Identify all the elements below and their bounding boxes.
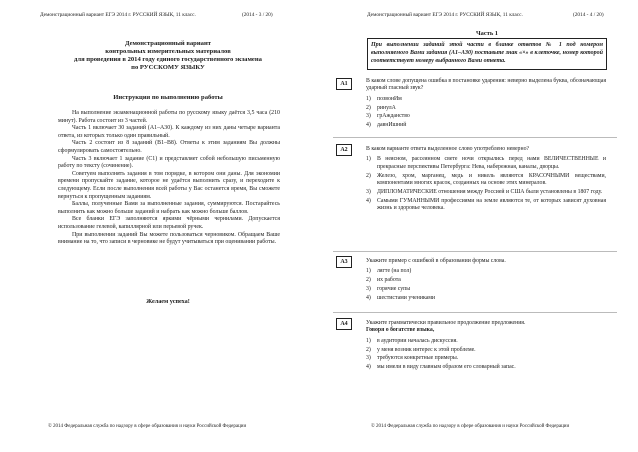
- title-line: контрольных измерительных материалов: [105, 48, 231, 55]
- answer-option[interactable]: [366, 286, 606, 293]
- instruction-note-box: При выполнении заданий этой части в бланке ответов № 1 под номером выполняемого Вами задания (А1–А30) поставьте знак «×» в клеточке, номер которой соответствует номеру выбранного Вами ответа.: [367, 38, 607, 70]
- option-text: Железо, хром, марганец, медь и никель являются КРАСОЧНЫМИ веществами, компонентами многих красок, созданных на основе этих минералов.: [377, 172, 606, 187]
- option-text: ДИПЛОМАТИЧЕСКИЕ отношения между Россией и США были установлены в 1807 году.: [377, 188, 603, 195]
- paragraph: На выполнение экзаменационной работы по русскому языку даётся 3,5 часа (210 минут). Работа состоит из 3 частей.: [58, 110, 280, 124]
- page-number: (2014 - 4 / 20): [573, 12, 604, 18]
- right-page: [319, 0, 638, 452]
- paragraph: При выполнении заданий Вы можете пользоваться черновиком. Обращаем Ваше внимание на то, что записи в черновике не будут учитываться при оценивании работы.: [58, 231, 280, 246]
- header-title: Демонстрационный вариант ЕГЭ 2014 г. РУССКИЙ ЯЗЫК, 11 класс.: [40, 12, 196, 18]
- part-title: Часть 1: [475, 30, 499, 37]
- instructions-heading: Инструкция по выполнению работы: [113, 94, 223, 101]
- option-number: 3): [366, 113, 371, 120]
- option-number: 4): [366, 364, 371, 371]
- option-number: 1): [366, 337, 371, 344]
- question-stem: В каком варианте ответа выделенное слово употреблено неверно?: [366, 146, 530, 152]
- option-text: позвонИм: [377, 95, 402, 102]
- option-number: 2): [366, 346, 371, 353]
- good-luck-text: Желаем успеха!: [146, 298, 190, 305]
- title-line: для проведения в 2014 году единого государственного экзамена: [74, 56, 262, 63]
- answer-option[interactable]: [366, 96, 606, 103]
- option-number: 4): [366, 197, 371, 204]
- option-text: шестистами учениками: [377, 294, 436, 301]
- answer-option[interactable]: [366, 347, 606, 354]
- question-divider: [333, 137, 617, 138]
- question-a4: [366, 320, 606, 373]
- question-stem: Укажите пример с ошибкой в образовании формы слова.: [366, 258, 506, 264]
- paragraph: Часть 3 включает 1 задание (С1) и представляет собой небольшую письменную работу по тексту (сочинение).: [58, 155, 280, 170]
- title-line: по РУССКОМУ ЯЗЫКУ: [131, 64, 205, 71]
- option-text: требуются конкретные примеры.: [377, 355, 459, 362]
- paragraph: Часть 2 состоит из 8 заданий (В1–В8). Ответы к этим заданиям Вы должны сформулировать самостоятельно.: [58, 140, 280, 154]
- option-number: 2): [366, 277, 371, 284]
- answer-option[interactable]: [366, 113, 606, 120]
- answer-option[interactable]: [366, 355, 606, 362]
- question-label: А2: [336, 144, 352, 156]
- answer-option[interactable]: [366, 268, 606, 275]
- answer-options: [366, 156, 606, 212]
- option-number: 4): [366, 122, 371, 129]
- option-text: их работа: [377, 277, 401, 284]
- option-text: в аудитории началась дискуссия.: [377, 337, 458, 344]
- answer-option[interactable]: [366, 364, 606, 371]
- answer-option[interactable]: [366, 338, 606, 345]
- page-footer: © 2014 Федеральная служба по надзору в сфере образования и науки Российской Федерации: [48, 424, 247, 429]
- question-a3: [366, 258, 606, 304]
- question-divider: [333, 251, 617, 252]
- answer-options: [366, 268, 606, 302]
- paragraph: Баллы, полученные Вами за выполненные задания, суммируются. Постарайтесь выполнить как можно больше заданий и набрать как можно больше баллов.: [58, 201, 280, 215]
- answer-option[interactable]: [366, 156, 606, 171]
- option-text: грАжданство: [377, 113, 410, 120]
- option-number: 1): [366, 95, 371, 102]
- option-number: 1): [366, 156, 371, 163]
- option-number: 2): [366, 104, 371, 111]
- instructions-body: [58, 110, 280, 247]
- answer-option[interactable]: [366, 173, 606, 188]
- question-stem: Укажите грамматически правильное продолжение предложения.: [366, 320, 526, 326]
- option-text: давнИшний: [377, 122, 407, 129]
- option-number: 3): [366, 286, 371, 292]
- page-header: [0, 12, 319, 18]
- option-text: горячие супы: [377, 286, 411, 292]
- answer-option[interactable]: [366, 105, 606, 112]
- option-number: 4): [366, 294, 371, 301]
- question-stem: В каком слове допущена ошибка в постановке ударения: неверно выделена буква, обозначающая ударный гласный звук?: [366, 78, 606, 92]
- document-title: [60, 40, 276, 72]
- option-text: ринулА: [377, 104, 396, 111]
- answer-option[interactable]: [366, 295, 606, 302]
- question-label: А3: [336, 256, 352, 268]
- question-a1: [366, 78, 606, 131]
- answer-option[interactable]: [366, 122, 606, 129]
- question-stem-sentence: Говоря о богатстве языка,: [366, 327, 435, 334]
- question-label: А4: [336, 318, 352, 330]
- option-number: 3): [366, 355, 371, 362]
- answer-option[interactable]: [366, 189, 606, 196]
- option-number: 2): [366, 172, 371, 179]
- paragraph: Часть 1 включает 30 заданий (А1–А30). К каждому из них даны четыре варианта ответа, из которых только один правильный.: [58, 125, 280, 139]
- page-header: [319, 12, 638, 18]
- page-footer: © 2014 Федеральная служба по надзору в сфере образования и науки Российской Федерации: [371, 424, 570, 429]
- title-line: Демонстрационный вариант: [124, 40, 211, 47]
- option-text: Самыми ГУМАННЫМИ профессиями на земле являются те, от которых зависят духовная жизнь и здоровье человека.: [377, 197, 606, 212]
- question-label: А1: [336, 78, 352, 90]
- paragraph: Советуем выполнять задания в том порядке, в котором они даны. Для экономии времени пропускайте задание, которое не удаётся выполнить сразу, и переходите к следующему. Если после выполнения всей работы у Вас останется время, Вы сможете вернуться к пропущенным заданиям.: [58, 170, 280, 200]
- answer-options: [366, 96, 606, 130]
- answer-option[interactable]: [366, 198, 606, 213]
- question-a2: [366, 146, 606, 214]
- paragraph: Все бланки ЕГЭ заполняются яркими чёрными чернилами. Допускается использование гелевой, капиллярной или перьевой ручек.: [58, 216, 280, 230]
- page-number: (2014 - 3 / 20): [242, 12, 273, 18]
- header-title: Демонстрационный вариант ЕГЭ 2014 г. РУССКИЙ ЯЗЫК, 11 класс.: [367, 12, 523, 18]
- option-text: мы имели в виду главным образом его словарный запас.: [377, 364, 516, 371]
- option-text: В неясном, рассеянном свете ночи открылись перед нами ВЕЛИЧЕСТВЕННЫЕ и прекрасные перспективы Петербурга: Нева, набережная, каналы, дворцы.: [377, 156, 606, 170]
- question-divider: [333, 312, 617, 313]
- option-number: 3): [366, 188, 371, 195]
- option-number: 1): [366, 268, 371, 275]
- answer-options: [366, 338, 606, 372]
- option-text: у меня возник интерес к этой проблеме.: [377, 346, 476, 353]
- option-text: лягте (на пол): [377, 268, 412, 275]
- answer-option[interactable]: [366, 277, 606, 284]
